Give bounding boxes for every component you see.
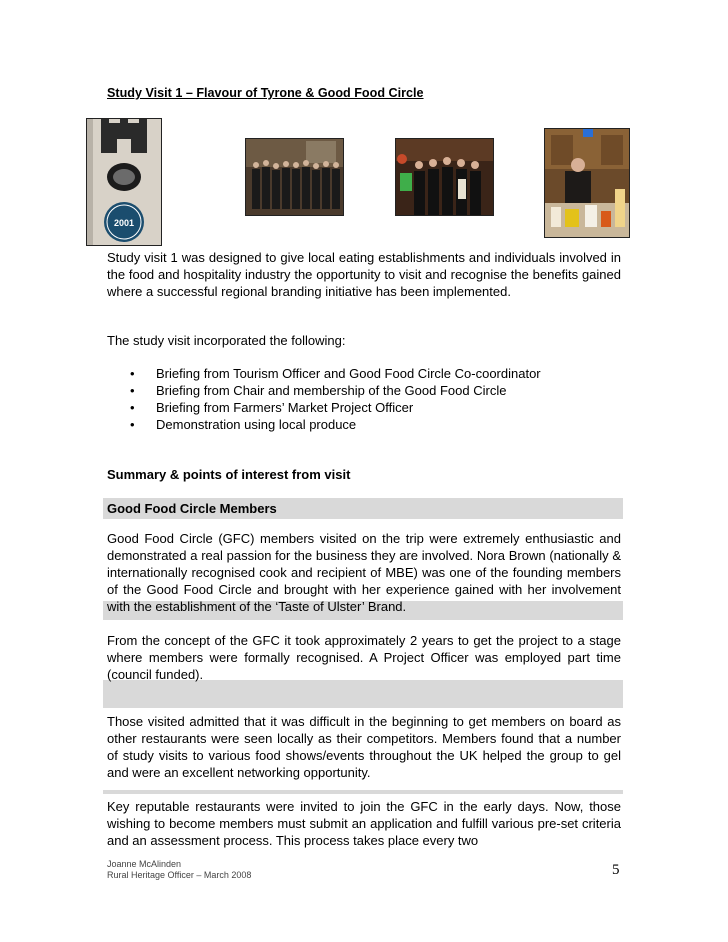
summary-heading: Summary & points of interest from visit <box>107 467 351 482</box>
plaque-number-text: 2001 <box>113 218 135 228</box>
table-row: Key reputable restaurants were invited to join the GFC in the early days. Now, those wishing to become members must submit an application and fulfill various pre-set criteria and an assessment process. This process takes place every two <box>107 799 621 848</box>
bullet-glyph: • <box>130 417 135 432</box>
list-item: • Briefing from Farmers’ Market Project Officer <box>130 400 414 415</box>
table-row: From the concept of the GFC it took approximately 2 years to get the project to a stage where members were formally recognised. A Project Officer was employed part time (council funded). <box>107 633 621 682</box>
footer-role-date: Rural Heritage Officer – March 2008 <box>107 870 252 880</box>
bullet-glyph: • <box>130 366 135 381</box>
list-item: • Demonstration using local produce <box>130 417 357 432</box>
bullet-glyph: • <box>130 383 135 398</box>
page-number: 5 <box>612 862 620 878</box>
intro-paragraph: Study visit 1 was designed to give local eating establishments and individuals involved in the food and hospitality industry the opportunity to visit and recognise the benefits gained where a successful regional branding initiative has been implemented. <box>107 250 621 299</box>
group-photo-pub <box>395 138 494 216</box>
table-row: Good Food Circle (GFC) members visited on the trip were extremely enthusiastic and demonstrated a real passion for the business they are involved. Nora Brown (nationally & internationally recognised cook and recipient of MBE) was one of the founding members of the Good Food Circle and brought with her experience gained with her involvement with the establishment of the ‘Taste of Ulster’ Brand. <box>107 531 621 614</box>
bullet-glyph: • <box>130 400 135 415</box>
briefing-list <box>130 365 541 433</box>
section-heading: Study Visit 1 – Flavour of Tyrone & Good Food Circle <box>107 86 424 100</box>
cooking-demo-photo <box>544 128 630 238</box>
table-header: Good Food Circle Members <box>107 501 277 516</box>
plaques-photo <box>86 118 162 246</box>
list-item: • Briefing from Tourism Officer and Good Food Circle Co-coordinator <box>130 366 541 381</box>
list-item: • Briefing from Chair and membership of the Good Food Circle <box>130 383 507 398</box>
group-photo-indoors <box>245 138 344 216</box>
footer-author: Joanne McAlinden <box>107 859 182 869</box>
incorporated-intro: The study visit incorporated the following: <box>107 333 346 348</box>
table-row: Those visited admitted that it was difficult in the beginning to get members on board as other restaurants were seen locally as their competitors. Members found that a number of study visits to various food shows/events throughout the UK helped the group to gel and were an excellent networking opportunity. <box>107 714 621 780</box>
footer <box>107 859 251 881</box>
